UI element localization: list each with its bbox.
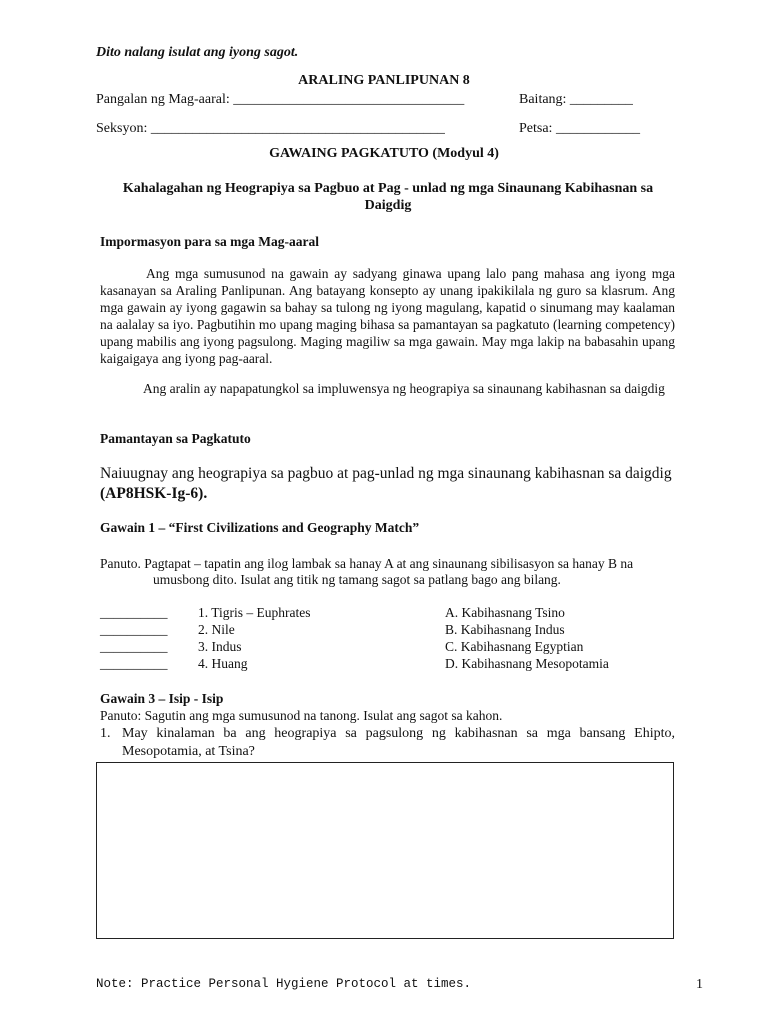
activity1-directions-line1: Panuto. Pagtapat – tapatin ang ilog lambak sa hanay A at ang sinaunang sibilisasyon sa hanay B na (100, 556, 634, 571)
answer-blank[interactable]: __________ (100, 622, 168, 637)
grade-field[interactable]: Baitang: _________ (519, 92, 633, 107)
info-heading: Impormasyon para sa mga Mag-aaral (100, 234, 319, 249)
activity1-directions-line2: umusbong dito. Isulat ang titik ng tamang sagot sa patlang bago ang bilang. (153, 572, 561, 587)
standard-code: (AP8HSK-Ig-6). (100, 485, 208, 502)
answer-blank[interactable]: __________ (100, 605, 168, 620)
answer-instruction: Dito nalang isulat ang iyong sagot. (96, 45, 299, 60)
info-paragraph-1: Ang mga sumusunod na gawain ay sadyang ginawa upang lalo pang mahasa ang iyong mga kasanayan sa Araling Panlipunan. Ang batayang konsepto ay unang ipakikilala ng guro sa klasrum. Ang mga gawain ay iyong gagawin sa bahay sa tulong ng iyong magulang, kapatid o sinumang may kaalaman na aalalay sa iyo. Pagbutihin mo upang maging bihasa sa pamantayan sa pagkatuto (learning competency) upang mabilis ang iyong pagsulong. Maging magiliw sa mga gawain. May mga lakip na babasahin upang kaigaigaya ang iyong pag-aaral. (100, 266, 675, 366)
topic-title: Kahalagahan ng Heograpiya sa Pagbuo at Pag - unlad ng mga Sinaunang Kabihasnan sa Daigdig (122, 181, 654, 213)
section-field[interactable]: Seksyon: __________________________________________ (96, 121, 445, 136)
column-b-item: C. Kabihasnang Egyptian (445, 639, 584, 654)
standard-text (100, 464, 680, 504)
subject-title: ARALING PANLIPUNAN 8 (298, 73, 470, 88)
activity3-heading: Gawain 3 – Isip - Isip (100, 691, 224, 706)
standard-statement: Naiuugnay ang heograpiya sa pagbuo at pag-unlad ng mga sinaunang kabihasnan sa daigdig (100, 465, 672, 482)
column-b-item: B. Kabihasnang Indus (445, 622, 565, 637)
column-a-item: 1. Tigris – Euphrates (198, 605, 311, 620)
column-b-item: A. Kabihasnang Tsino (445, 605, 565, 620)
answer-box[interactable] (96, 762, 674, 939)
column-a-item: 2. Nile (198, 622, 235, 637)
page-number: 1 (696, 977, 703, 992)
activity-title: GAWAING PAGKATUTO (Modyul 4) (269, 146, 499, 161)
question-number: 1. (100, 726, 111, 741)
date-field[interactable]: Petsa: ____________ (519, 121, 640, 136)
student-name-field[interactable]: Pangalan ng Mag-aaral: _________________________________ (96, 92, 465, 107)
column-b-item: D. Kabihasnang Mesopotamia (445, 656, 609, 671)
standard-heading: Pamantayan sa Pagkatuto (100, 431, 251, 446)
answer-blank[interactable]: __________ (100, 656, 168, 671)
column-a-item: 4. Huang (198, 656, 248, 671)
question-text: May kinalaman ba ang heograpiya sa pagsulong ng kabihasnan sa mga bansang Ehipto, Mesopotamia, at Tsina? (122, 726, 675, 759)
activity3-directions: Panuto: Sagutin ang mga sumusunod na tanong. Isulat ang sagot sa kahon. (100, 708, 503, 723)
answer-blank[interactable]: __________ (100, 639, 168, 654)
column-a-item: 3. Indus (198, 639, 242, 654)
footer-note: Note: Practice Personal Hygiene Protocol at times. (96, 977, 472, 991)
info-paragraph-2: Ang aralin ay napapatungkol sa impluwensya ng heograpiya sa sinaunang kabihasnan sa daigdig (143, 381, 665, 396)
activity1-heading: Gawain 1 – “First Civilizations and Geography Match” (100, 520, 420, 535)
